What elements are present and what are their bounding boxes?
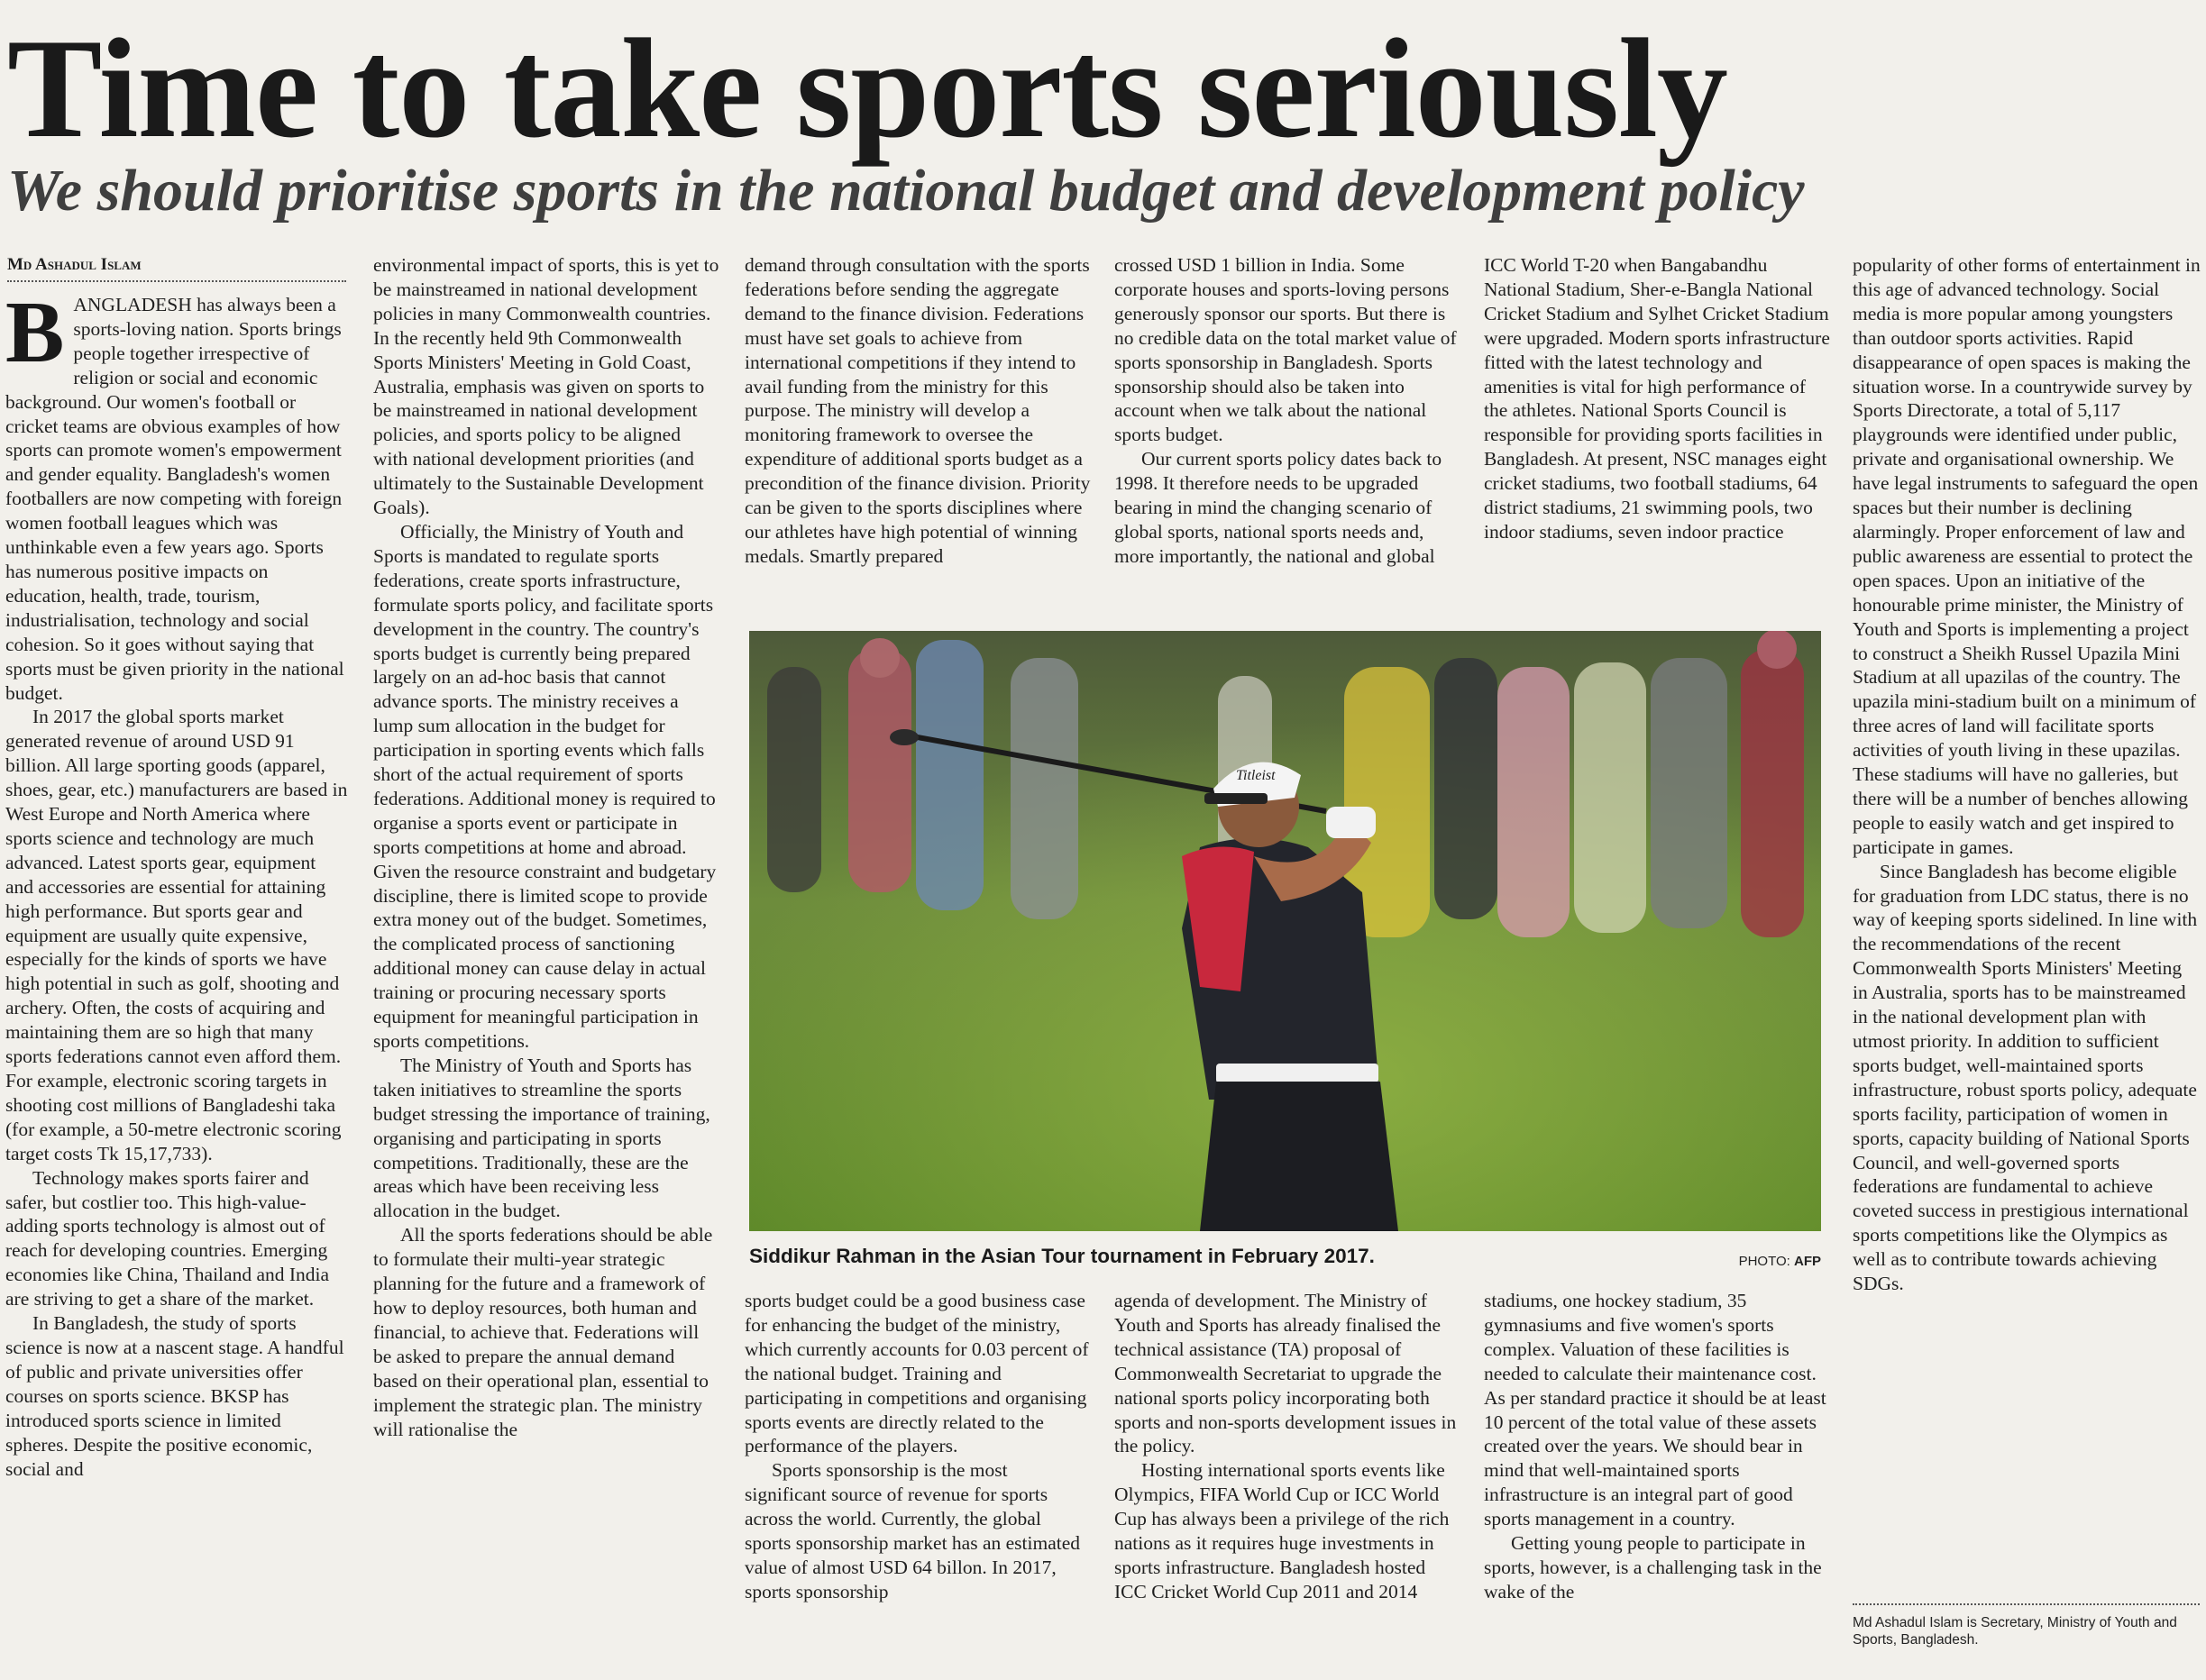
paragraph: environmental impact of sports, this is yet to be mainstreamed in national development policies in many Commonwealth countries. In the recently held 9th Commonwealth Sports Ministers' Meeting in Gold Coast, Australia, emphasis was given on sports to be mainstreamed in national development policies, and sports policy to be aligned with national development priorities (and ultimately to the Sustainable Development Goals).	[373, 254, 719, 519]
paragraph: ANGLADESH has always been a sports-loving nation. Sports brings people together irrespective of religion or social and economic background. Our women's football or cricket teams are obvious examples of how sports can promote women's empowerment and gender equality. Bangladesh's women footballers are now competing with foreign women football leagues which was unthinkable even a few years ago. Sports has numerous positive impacts on education, health, trade, tourism, industrialisation, technology and social cohesion. So it goes without saying that sports must be given priority in the national budget.	[5, 294, 344, 704]
golfer-photo	[749, 631, 1821, 1231]
paragraph: In Bangladesh, the study of sports science is now at a nascent stage. A handful of public and private universities offer courses on sports science. BKSP has introduced sports science in limited spheres. Despite the positive economic, social and	[5, 1312, 344, 1480]
paragraph: crossed USD 1 billion in India. Some corporate houses and sports-loving persons generously sponsor our sports. But there is no credible data on the total market value of sports sponsorship in Bangladesh. Sports sponsorship should also be taken into account when we talk about the national sports budget.	[1114, 254, 1457, 446]
paragraph: popularity of other forms of entertainment in this age of advanced technology. Social media is more popular among youngsters than outdoor sports activities. Rapid disappearance of open spaces is making the situation worse. In a countrywide survey by Sports Directorate, a total of 5,117 playgrounds were identified under public, private and organisational ownership. We have legal instruments to safeguard the open spaces but their number is declining alarmingly. Proper enforcement of law and public awareness are essential to protect the open spaces. Upon an initiative of the honourable prime minister, the Ministry of Youth and Sports is implementing a project to construct a Sheikh Russel Upazila Mini Stadium at all upazilas of the country. The upazila mini-stadium built on a minimum of three acres of land will facilitate sports activities of youth living in these upazilas. These stadiums will have no galleries, but there will be a number of benches allowing people to easily watch and get inspired to participate in games.	[1853, 254, 2201, 858]
paragraph: Officially, the Ministry of Youth and Sports is mandated to regulate sports federations, create sports infrastructure, formulate sports policy, and facilitate sports development in the country. The country's sports budget is currently being prepared largely on an ad-hoc basis that cannot advance sports. The ministry receives a lump sum allocation in the budget for participation in sporting events which falls short of the actual requirement of sports federations. Additional money is required to organise a sports event or participate in sports competitions at home and abroad. Given the resource constraint and budgetary discipline, there is limited scope to provide extra money out of the budget. Sometimes, the complicated process of sanctioning additional money can cause delay in actual training or procuring necessary sports equipment for meaningful participation in sports competitions.	[373, 520, 717, 1052]
paragraph: Getting young people to participate in sports, however, is a challenging task in the wake of the	[1484, 1532, 1822, 1602]
paragraph: stadiums, one hockey stadium, 35 gymnasiums and five women's sports complex. Valuation of these facilities is needed to calculate their maintenance cost. As per standard practice it should be at least 10 percent of the total value of these assets created over the years. We should bear in mind that well-maintained sports infrastructure is an integral part of good sports management in a country.	[1484, 1290, 1826, 1530]
article-column-3-top	[745, 253, 1091, 618]
author-bio: Md Ashadul Islam is Secretary, Ministry of Youth and Sports, Bangladesh.	[1853, 1603, 2200, 1648]
paragraph: demand through consultation with the sports federations before sending the aggregate demand to the finance division. Federations must have set goals to achieve from international competitions if they intend to avail funding from the ministry for this purpose. The ministry will develop a monitoring framework to oversee the expenditure of additional sports budget as a precondition of the finance division. Priority can be given to the sports disciplines where our athletes have high potential of winning medals. Smartly prepared	[745, 254, 1091, 567]
photo-credit-label: PHOTO:	[1738, 1254, 1790, 1269]
paragraph: All the sports federations should be able to formulate their multi-year strategic planning for the future and a framework of how to deploy resources, both human and financial, to achieve that. Federations will be asked to prepare the annual demand based on their operational plan, essential to implement the strategic plan. The ministry will rationalise the	[373, 1224, 713, 1440]
article-column-5-top	[1484, 253, 1830, 618]
headline: Time to take sports seriously	[7, 10, 1727, 168]
byline: Md Ashadul Islam	[7, 255, 346, 282]
article-column-2	[373, 253, 719, 1672]
article-column-5-bottom	[1484, 1289, 1830, 1654]
cap-logo: Titleist	[1236, 768, 1276, 783]
article-column-6	[1853, 253, 2201, 1596]
paragraph: ICC World T-20 when Bangabandhu National Stadium, Sher-e-Bangla National Cricket Stadium and Sylhet Cricket Stadium were upgraded. Modern sports infrastructure fitted with the latest technology and amenities is vital for high performance of the athletes. National Sports Council is responsible for providing sports facilities in Bangladesh. At present, NSC manages eight cricket stadiums, two football stadiums, 64 district stadiums, 21 swimming pools, two indoor stadiums, seven indoor practice	[1484, 254, 1830, 543]
article-column-3-bottom	[745, 1289, 1091, 1654]
subheadline: We should prioritise sports in the national budget and development policy	[7, 158, 1805, 224]
photo-caption: Siddikur Rahman in the Asian Tour tournament in February 2017.	[749, 1245, 1375, 1267]
drop-cap: B	[5, 293, 65, 381]
photo-credit	[1650, 1254, 1821, 1269]
article-column-4-bottom	[1114, 1289, 1460, 1654]
paragraph: The Ministry of Youth and Sports has taken initiatives to streamline the sports budget stressing the importance of training, organising and participating in sports competitions. Traditionally, these are the areas which have been receiving less allocation in the budget.	[373, 1054, 710, 1222]
paragraph: agenda of development. The Ministry of Youth and Sports has already finalised the technical assistance (TA) proposal of Commonwealth Secretariat to upgrade the national sports policy incorporating both sports and non-sports development issues in the policy.	[1114, 1290, 1457, 1457]
paragraph: Technology makes sports fairer and safer, but costlier too. This high-value-adding sports technology is almost out of reach for developing countries. Emerging economies like China, Thailand and India are striving to get a share of the market.	[5, 1166, 330, 1310]
paragraph: Since Bangladesh has become eligible for graduation from LDC status, there is no way of keeping sports sidelined. In line with the recommendations of the recent Commonwealth Sports Ministers' Meeting in Australia, sports has to be mainstreamed in the national development plan with utmost priority. In addition to sufficient sports budget, well-maintained sports infrastructure, robust sports policy, adequate sports facility, participation of women in sports, capacity building of National Sports Council, and well-governed sports federations are fundamental to achieve coveted success in prestigious international sports competitions like the Olympics as well as to contribute towards achieving SDGs.	[1853, 860, 2198, 1295]
paragraph: sports budget could be a good business case for enhancing the budget of the ministry, which currently accounts for 0.03 percent of the national budget. Training and participating in competitions and organising sports events are directly related to the performance of the players.	[745, 1290, 1089, 1457]
paragraph: Our current sports policy dates back to 1998. It therefore needs to be upgraded bearing in mind the changing scenario of global sports, national sports needs and, more importantly, the national and global	[1114, 448, 1442, 567]
photo-credit-source: AFP	[1794, 1254, 1821, 1269]
article-column-4-top	[1114, 253, 1460, 618]
paragraph: Sports sponsorship is the most significant source of revenue for sports across the world. Currently, the global sports sponsorship market has an estimated value of almost USD 64 billon. In 2017, sports sponsorship	[745, 1459, 1081, 1602]
paragraph: In 2017 the global sports market generated revenue of around USD 91 billion. All large sporting goods (apparel, shoes, gear, etc.) manufacturers are based in West Europe and North America where sports science and technology are much advanced. Latest sports gear, equipment and accessories are essential for attaining high performance. But sports gear and equipment are usually quite expensive, especially for the kinds of sports we have high potential in such as golf, shooting and archery. Often, the costs of acquiring and maintaining them are so high that many sports federations cannot even afford them. For example, electronic scoring targets in shooting cost millions of Bangladeshi taka (for example, a 50-metre electronic scoring target costs Tk 15,17,733).	[5, 706, 348, 1164]
paragraph: Hosting international sports events like Olympics, FIFA World Cup or ICC World Cup has always been a privilege of the rich nations as it requires huge investments in sports infrastructure. Bangladesh hosted ICC Cricket World Cup 2011 and 2014	[1114, 1459, 1450, 1602]
article-column-1	[5, 293, 348, 1672]
